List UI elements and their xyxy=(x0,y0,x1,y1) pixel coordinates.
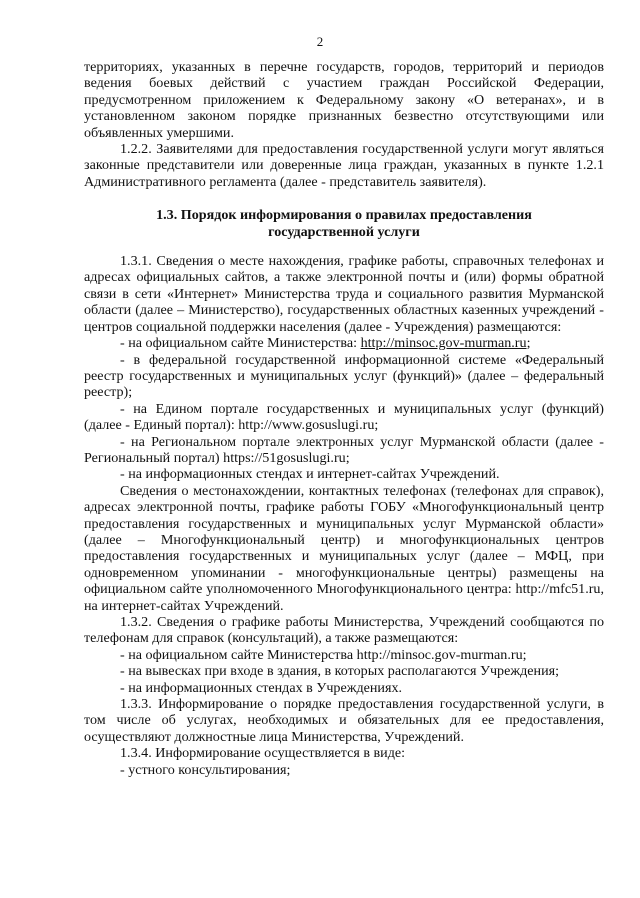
paragraph-mfc-info: Сведения о местонахождении, контактных телефонах (телефонах для справок), адресах электронной почты, графике работы ГОБУ «Многофункциональный центр предоставления государственных и муниципальных услуг Мурманской области» (далее – Многофункциональный центр) и многофункциональных центров предоставления государственных и муниципальных услуг (далее – МФЦ, при одновременном упоминании - многофункциональные центры) размещены на официальном сайте уполномоченного Многофункционального центра: http://mfc51.ru, на интернет-сайтах Учреждений. xyxy=(84,482,604,614)
section-heading-line-1: 1.3. Порядок информирования о правилах предоставления xyxy=(156,207,532,224)
list-item-federal-registry: - в федеральной государственной информационной системе «Федеральный реестр государственных и муниципальных услуг (функций)» (далее – федеральный реестр); xyxy=(84,351,604,401)
page-number: 2 xyxy=(316,34,324,49)
list-item-info-stands-2: - на информационных стендах в Учреждениях. xyxy=(120,679,403,696)
list-item-ministry-site-text: - на официальном сайте Министерства: xyxy=(120,335,361,352)
paragraph-1-3-2: 1.3.2. Сведения о графике работы Министерства, Учреждений сообщаются по телефонам для справок (консультаций), а также размещаются: xyxy=(84,614,604,647)
list-item-regional-portal: - на Региональном портале электронных услуг Мурманской области (далее - Региональный портал) https://51gosuslugi.ru; xyxy=(84,433,604,466)
paragraph-1-2-2: 1.2.2. Заявителями для предоставления государственной услуги могут являться законные представители или доверенные лица граждан, указанных в пункте 1.2.1 Административного регламента (далее - представитель заявителя). xyxy=(84,141,604,190)
list-item-ministry-site-end: ; xyxy=(526,335,531,352)
document-body xyxy=(84,59,604,778)
list-item-unified-portal: - на Едином портале государственных и муниципальных услуг (функций) (далее - Единый портал): http://www.gosuslugi.ru; xyxy=(84,400,604,434)
paragraph-1-3-4: 1.3.4. Информирование осуществляется в виде: xyxy=(120,745,406,762)
list-item-building-signs: - на вывесках при входе в здания, в которых располагаются Учреждения; xyxy=(120,663,560,680)
section-heading xyxy=(84,207,604,240)
paragraph-1-3-1: 1.3.1. Сведения о месте нахождения, графике работы, справочных телефонах и адресах официальных сайтов, а также электронной почты и (или) формы обратной связи в сети «Интернет» Министерства труда и социального развития Мурманской области (далее – Министерство), государственных областных казенных учреждений - центров социальной поддержки населения (далее - Учреждения) размещаются: xyxy=(84,253,604,335)
list-item-ministry-site xyxy=(84,335,604,351)
list-item-ministry-site-2: - на официальном сайте Министерства http://minsoc.gov-murman.ru; xyxy=(120,646,527,663)
ministry-site-link[interactable]: http://minsoc.gov-murman.ru xyxy=(360,335,527,352)
paragraph-continuation: территориях, указанных в перечне государств, городов, территорий и периодов ведения боевых действий с участием граждан Российской Федерации, предусмотренном приложением к Федеральному закону «О ветеранах», и в установленном законом порядке признанных безвестно отсутствующими или объявленных умершими. xyxy=(84,59,604,141)
list-item-oral-consulting: - устного консультирования; xyxy=(120,761,291,778)
list-item-info-stands: - на информационных стендах и интернет-сайтах Учреждений. xyxy=(120,466,500,483)
paragraph-1-3-3: 1.3.3. Информирование о порядке предоставления государственной услуги, в том числе об услугах, необходимых и обязательных для ее предоставления, осуществляют должностные лица Министерства, Учреждений. xyxy=(84,696,604,745)
section-heading-line-2: государственной услуги xyxy=(268,223,420,240)
